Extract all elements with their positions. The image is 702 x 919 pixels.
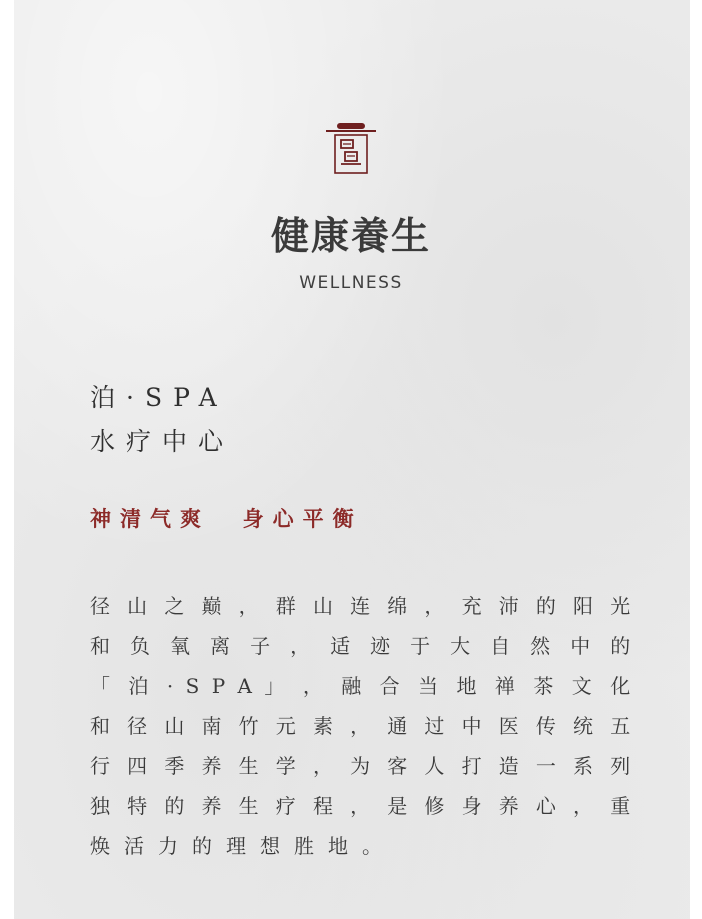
body-line: 行 四 季 养 生 学 ， 为 客 人 打 造 一 系 列 <box>90 754 631 778</box>
page-title: 健康養生 <box>270 213 431 258</box>
section-tagline: 神清气爽 身心平衡 <box>90 506 363 531</box>
body-line: 径 山 之 巅 ， 群 山 连 绵 ， 充 沛 的 阳 光 <box>90 594 631 618</box>
body-line: 和 径 山 南 竹 元 素 ， 通 过 中 医 传 统 五 <box>90 714 631 738</box>
section-heading-center: 水疗中心 <box>90 427 235 456</box>
body-line: 独 特 的 养 生 疗 程 ， 是 修 身 养 心 ， 重 <box>90 794 631 818</box>
page-subtitle: WELLNESS <box>299 273 403 293</box>
body-line: 「 泊 · S P A 」 ， 融 合 当 地 禅 茶 文 化 <box>90 674 631 698</box>
body-line: 和 负 氧 离 子 ， 适 迹 于 大 自 然 中 的 <box>90 634 631 658</box>
section-heading-spa: 泊·SPA <box>90 383 228 412</box>
section-body <box>90 590 630 870</box>
brand-logo-icon <box>321 122 381 182</box>
body-line: 焕活力的理想胜地。 <box>90 834 396 858</box>
